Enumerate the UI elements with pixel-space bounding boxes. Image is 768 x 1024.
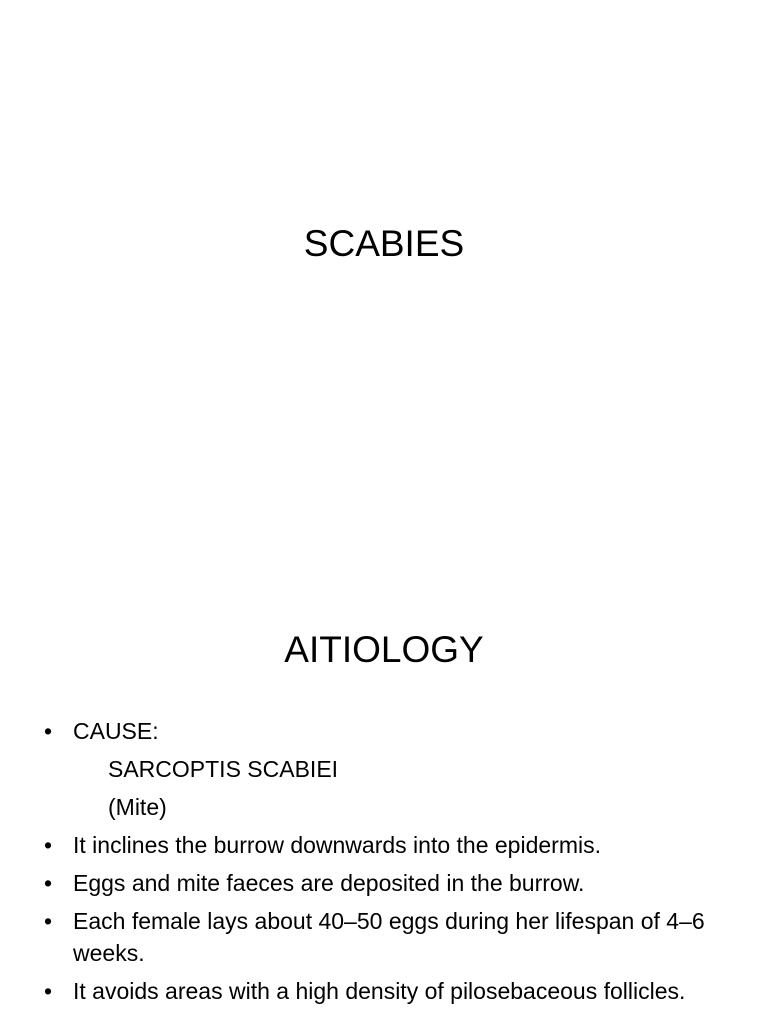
bullet-text: It avoids areas with a high density of pilosebaceous follicles. — [73, 978, 686, 1004]
bullet-text: Each female lays about 40–50 eggs during her lifespan of 4–6 weeks. — [73, 908, 705, 966]
bullet-icon: • — [44, 870, 53, 896]
slide-2 — [0, 576, 768, 1024]
bullet-icon: • — [44, 908, 53, 934]
list-item — [44, 715, 724, 823]
list-item — [44, 975, 724, 1007]
bullet-icon: • — [44, 718, 53, 744]
bullet-text: It inclines the burrow downwards into the epidermis. — [73, 832, 601, 858]
list-item — [44, 905, 724, 969]
bullet-text: Eggs and mite faeces are deposited in the burrow. — [73, 870, 585, 896]
cause-organism: SARCOPTIS SCABIEI — [108, 756, 339, 782]
slide-title: AITIOLOGY — [284, 629, 484, 670]
slide-title: SCABIES — [303, 223, 465, 264]
bullet-icon: • — [44, 978, 53, 1004]
list-item — [44, 829, 724, 861]
cause-label: CAUSE: — [73, 718, 159, 744]
bullet-icon: • — [44, 832, 53, 858]
cause-organism-type: (Mite) — [108, 794, 167, 820]
bullet-list — [44, 715, 724, 1013]
list-item — [44, 867, 724, 899]
